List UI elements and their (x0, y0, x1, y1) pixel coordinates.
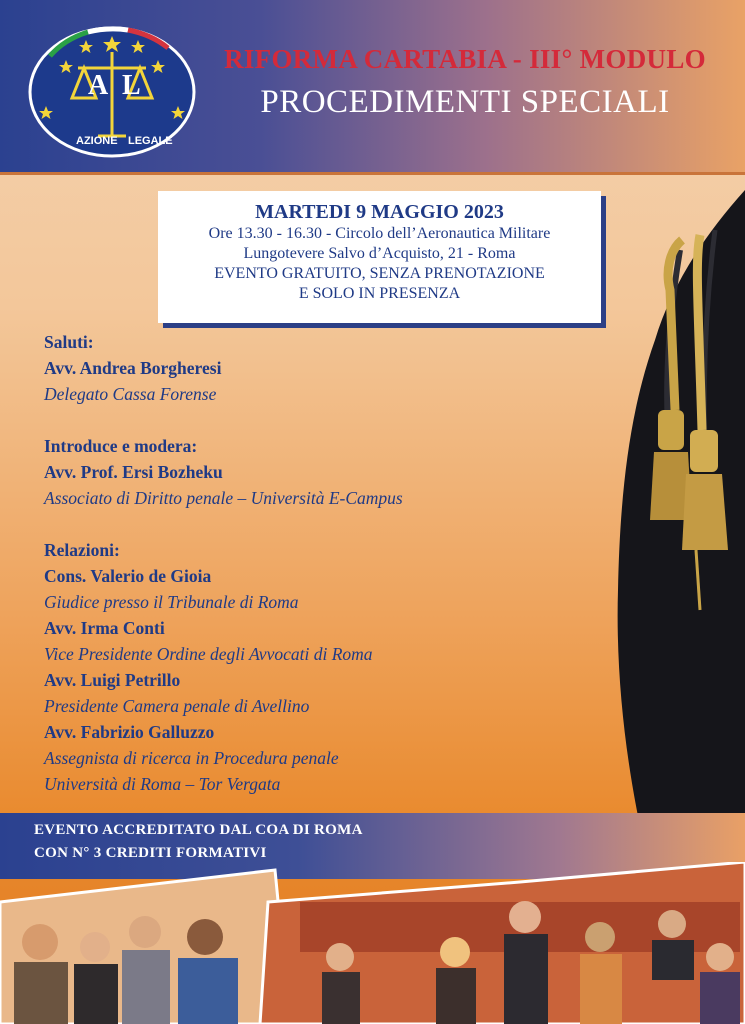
speaker-role: Vice Presidente Ordine degli Avvocati di Roma (44, 644, 373, 664)
speaker-role: Giudice presso il Tribunale di Roma (44, 592, 299, 612)
accreditation-line2: CON N° 3 CREDITI FORMATIVI (34, 845, 267, 861)
speaker-role-affiliation: Università di Roma – Tor Vergata (44, 774, 281, 794)
section-heading-greetings: Saluti: (44, 332, 94, 352)
accreditation-line1: EVENTO ACCREDITATO DAL COA DI ROMA (34, 822, 363, 838)
speaker-name: Avv. Fabrizio Galluzzo (44, 722, 215, 742)
speaker-role: Presidente Camera penale di Avellino (44, 696, 310, 716)
section-heading-talks: Relazioni: (44, 540, 120, 560)
event-time-venue: Ore 13.30 - 16.30 - Circolo dell’Aeronautica Militare (208, 225, 551, 242)
svg-text:A: A (88, 70, 109, 101)
event-date: MARTEDI 9 MAGGIO 2023 (255, 201, 504, 223)
speaker-role: Assegnista di ricerca in Procedura penale (44, 748, 339, 768)
event-info-box (158, 191, 601, 323)
azione-legale-logo (28, 26, 196, 158)
speaker-name: Avv. Irma Conti (44, 618, 165, 638)
event-notice-line2: E SOLO IN PRESENZA (298, 285, 461, 302)
event-program (44, 329, 604, 797)
lawyer-robe-image (610, 190, 745, 870)
svg-text:L: L (122, 70, 141, 101)
event-title: PROCEDIMENTI SPECIALI (260, 84, 670, 120)
section-heading-moderator: Introduce e modera: (44, 436, 198, 456)
logo-text-legale: LEGALE (128, 135, 173, 147)
speaker-name: Avv. Andrea Borgheresi (44, 358, 222, 378)
event-series-title: RIFORMA CARTABIA - III° MODULO (224, 44, 706, 74)
header-divider (0, 172, 745, 175)
logo-text-azione: AZIONE (76, 135, 118, 147)
event-address: Lungotevere Salvo d’Acquisto, 21 - Roma (243, 245, 516, 262)
courtroom-illustrations (0, 862, 745, 1024)
speaker-name: Avv. Prof. Ersi Bozheku (44, 462, 223, 482)
speaker-role: Delegato Cassa Forense (44, 384, 217, 404)
speaker-name: Cons. Valerio de Gioia (44, 566, 212, 586)
speaker-role: Associato di Diritto penale – Università E-Campus (44, 488, 403, 508)
speaker-name: Avv. Luigi Petrillo (44, 670, 181, 690)
event-notice-line1: EVENTO GRATUITO, SENZA PRENOTAZIONE (214, 265, 545, 282)
